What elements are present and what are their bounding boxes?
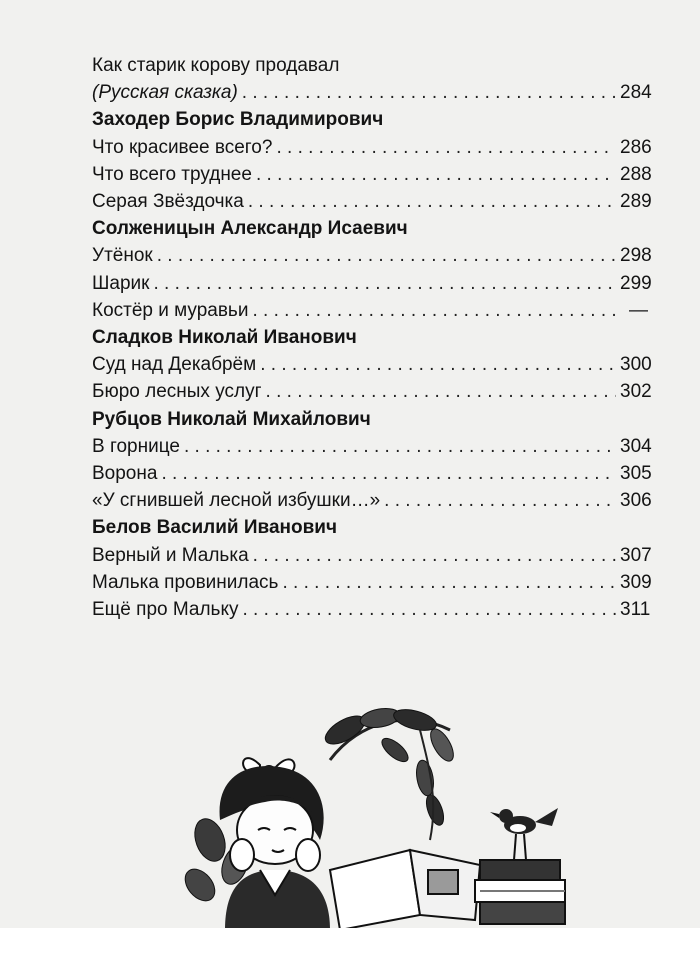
entry-title: Как старик корову продавал (92, 55, 340, 76)
entry-title: Суд над Декабрём (92, 354, 257, 376)
dot-leader (256, 161, 616, 189)
page-number: 300 (620, 354, 652, 376)
page-number: 299 (620, 272, 652, 294)
page-number: 289 (620, 191, 652, 212)
toc-entry (92, 242, 652, 270)
entry-title: Верный и Малька (92, 544, 249, 566)
dot-leader (282, 569, 616, 597)
page-number: 305 (620, 463, 652, 484)
dot-leader (276, 134, 616, 162)
toc-author-heading (92, 514, 648, 542)
entry-title: Утёнок (92, 245, 153, 267)
toc-author-heading (92, 406, 648, 434)
toc-entry (92, 297, 648, 325)
toc-author-heading (92, 324, 648, 352)
toc-entry (92, 134, 652, 162)
author-name: Сладков Николай Иванович (92, 327, 357, 348)
toc-author-heading (92, 215, 648, 243)
girl-reading-book-illustration (180, 690, 580, 928)
page-number: 304 (620, 435, 652, 457)
toc-entry (92, 79, 652, 107)
dot-leader (252, 297, 616, 325)
author-name: Рубцов Николай Михайлович (92, 408, 371, 430)
page-number: 284 (620, 82, 652, 104)
page-number: 288 (620, 163, 652, 185)
dot-leader (157, 242, 616, 270)
toc-entry (92, 351, 652, 379)
page-number: 307 (620, 544, 652, 566)
toc-entry (92, 188, 652, 216)
author-name: Заходер Борис Владимирович (92, 109, 384, 131)
entry-title: В горнице (92, 435, 180, 457)
toc-entry (92, 596, 651, 624)
dot-leader (253, 542, 616, 570)
page-number: 286 (620, 136, 652, 158)
entry-title: Костёр и муравьи (92, 299, 249, 321)
author-name: Солженицын Александр Исаевич (92, 218, 408, 240)
toc-entry (92, 487, 652, 515)
entry-title: Шарик (92, 272, 150, 294)
toc-entry (92, 161, 652, 189)
toc-author-heading (92, 106, 648, 134)
dot-leader (161, 460, 616, 488)
entry-title: Что всего труднее (92, 163, 252, 185)
entry-title: Что красивее всего? (92, 136, 273, 158)
dot-leader (384, 487, 616, 515)
toc-entry (92, 542, 652, 570)
dot-leader (260, 351, 616, 379)
page-number: 306 (620, 490, 652, 512)
toc-entry (92, 378, 652, 406)
page-number: 311 (620, 599, 651, 620)
author-name: Белов Василий Иванович (92, 517, 337, 539)
page-number: — (629, 299, 648, 321)
toc-entry (92, 569, 652, 597)
dot-leader (248, 188, 616, 216)
dot-leader (153, 270, 616, 298)
toc-entry (92, 460, 652, 488)
dot-leader (184, 433, 616, 461)
page-number: 309 (620, 571, 652, 593)
dot-leader (242, 79, 616, 107)
entry-title: Ещё про Мальку (92, 599, 239, 620)
dot-leader (266, 378, 616, 406)
entry-title: «У сгнившей лесной избушки…» (92, 490, 381, 512)
entry-title: Серая Звёздочка (92, 191, 244, 212)
toc-entry (92, 52, 648, 80)
entry-title: Малька провинилась (92, 571, 279, 593)
entry-title: Бюро лесных услуг (92, 381, 262, 403)
page-number: 302 (620, 381, 652, 403)
entry-title: Ворона (92, 463, 158, 484)
entry-title: (Русская сказка) (92, 82, 238, 104)
toc-entry (92, 433, 652, 461)
dot-leader (242, 596, 616, 624)
toc-entry (92, 270, 652, 298)
page-number: 298 (620, 245, 652, 267)
